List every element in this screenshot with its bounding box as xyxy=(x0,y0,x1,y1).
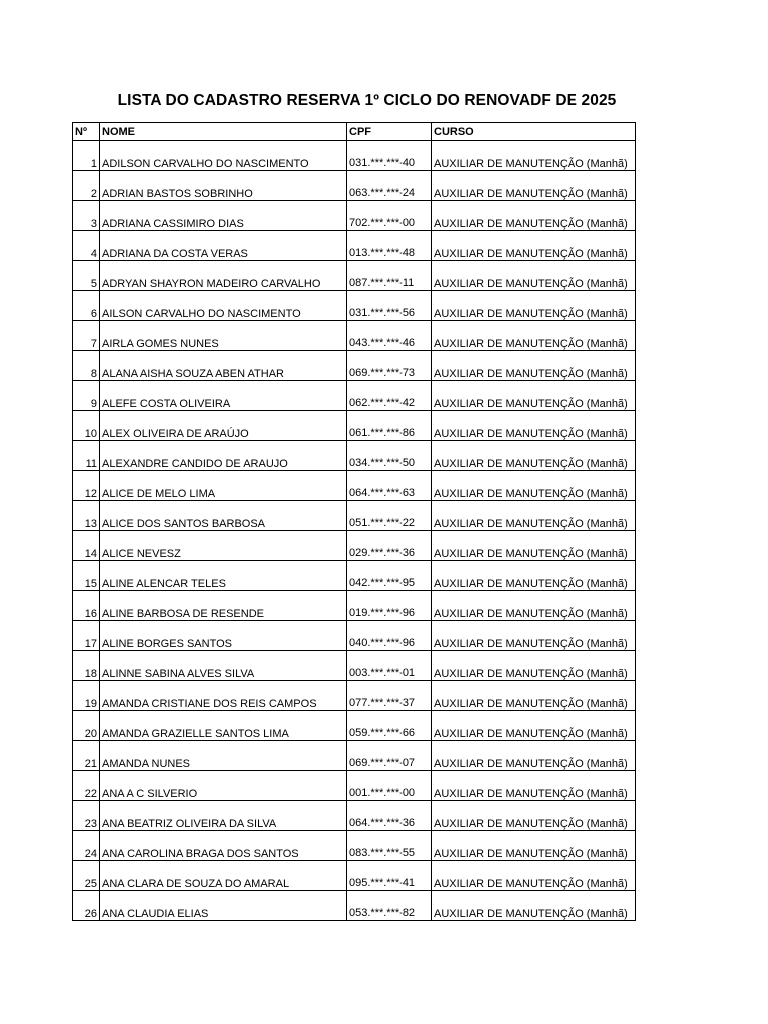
row-name: ANA CLAUDIA ELIAS xyxy=(100,891,347,921)
row-course: AUXILIAR DE MANUTENÇÃO (Manhã) xyxy=(432,351,636,381)
row-cpf: 087.***.***-11 xyxy=(347,261,432,291)
row-name: AIRLA GOMES NUNES xyxy=(100,321,347,351)
row-name: ALEX OLIVEIRA DE ARAÚJO xyxy=(100,411,347,441)
row-course: AUXILIAR DE MANUTENÇÃO (Manhã) xyxy=(432,171,636,201)
table-row xyxy=(73,411,636,441)
row-name: ALINNE SABINA ALVES SILVA xyxy=(100,651,347,681)
table-row xyxy=(73,651,636,681)
row-course: AUXILIAR DE MANUTENÇÃO (Manhã) xyxy=(432,411,636,441)
row-number: 1 xyxy=(73,141,100,171)
row-cpf: 064.***.***-36 xyxy=(347,801,432,831)
table-row xyxy=(73,741,636,771)
row-cpf: 064.***.***-63 xyxy=(347,471,432,501)
table-row xyxy=(73,141,636,171)
row-number: 4 xyxy=(73,231,100,261)
row-course: AUXILIAR DE MANUTENÇÃO (Manhã) xyxy=(432,591,636,621)
row-cpf: 063.***.***-24 xyxy=(347,171,432,201)
row-cpf: 013.***.***-48 xyxy=(347,231,432,261)
row-number: 21 xyxy=(73,741,100,771)
row-cpf: 003.***.***-01 xyxy=(347,651,432,681)
column-header-number: Nº xyxy=(73,123,100,141)
row-number: 11 xyxy=(73,441,100,471)
row-course: AUXILIAR DE MANUTENÇÃO (Manhã) xyxy=(432,531,636,561)
table-row xyxy=(73,591,636,621)
row-cpf: 053.***.***-82 xyxy=(347,891,432,921)
table-row xyxy=(73,321,636,351)
column-header-name: NOME xyxy=(100,123,347,141)
page-title: LISTA DO CADASTRO RESERVA 1º CICLO DO RENOVADF DE 2025 xyxy=(117,92,617,109)
row-number: 12 xyxy=(73,471,100,501)
row-cpf: 051.***.***-22 xyxy=(347,501,432,531)
row-number: 3 xyxy=(73,201,100,231)
row-cpf: 019.***.***-96 xyxy=(347,591,432,621)
row-name: ALEXANDRE CANDIDO DE ARAUJO xyxy=(100,441,347,471)
table-row xyxy=(73,381,636,411)
table-row xyxy=(73,681,636,711)
row-course: AUXILIAR DE MANUTENÇÃO (Manhã) xyxy=(432,771,636,801)
table-row xyxy=(73,261,636,291)
row-number: 13 xyxy=(73,501,100,531)
row-cpf: 042.***.***-95 xyxy=(347,561,432,591)
row-course: AUXILIAR DE MANUTENÇÃO (Manhã) xyxy=(432,261,636,291)
table-row xyxy=(73,171,636,201)
row-cpf: 062.***.***-42 xyxy=(347,381,432,411)
row-number: 17 xyxy=(73,621,100,651)
row-cpf: 083.***.***-55 xyxy=(347,831,432,861)
row-cpf: 040.***.***-96 xyxy=(347,621,432,651)
row-cpf: 029.***.***-36 xyxy=(347,531,432,561)
row-name: ADRIANA CASSIMIRO DIAS xyxy=(100,201,347,231)
table-row xyxy=(73,861,636,891)
table-row xyxy=(73,441,636,471)
row-number: 24 xyxy=(73,831,100,861)
row-cpf: 069.***.***-07 xyxy=(347,741,432,771)
row-name: ANA BEATRIZ OLIVEIRA DA SILVA xyxy=(100,801,347,831)
row-course: AUXILIAR DE MANUTENÇÃO (Manhã) xyxy=(432,471,636,501)
row-cpf: 031.***.***-56 xyxy=(347,291,432,321)
row-cpf: 031.***.***-40 xyxy=(347,141,432,171)
column-header-cpf: CPF xyxy=(347,123,432,141)
row-cpf: 043.***.***-46 xyxy=(347,321,432,351)
row-number: 26 xyxy=(73,891,100,921)
table-row xyxy=(73,621,636,651)
row-course: AUXILIAR DE MANUTENÇÃO (Manhã) xyxy=(432,501,636,531)
row-name: ANA A C SILVERIO xyxy=(100,771,347,801)
row-cpf: 034.***.***-50 xyxy=(347,441,432,471)
row-number: 7 xyxy=(73,321,100,351)
row-course: AUXILIAR DE MANUTENÇÃO (Manhã) xyxy=(432,681,636,711)
row-course: AUXILIAR DE MANUTENÇÃO (Manhã) xyxy=(432,831,636,861)
row-number: 22 xyxy=(73,771,100,801)
row-course: AUXILIAR DE MANUTENÇÃO (Manhã) xyxy=(432,711,636,741)
table-body xyxy=(73,141,636,921)
row-number: 9 xyxy=(73,381,100,411)
table-row xyxy=(73,891,636,921)
row-course: AUXILIAR DE MANUTENÇÃO (Manhã) xyxy=(432,201,636,231)
row-name: ALICE NEVESZ xyxy=(100,531,347,561)
header-row xyxy=(73,123,636,141)
table-row xyxy=(73,471,636,501)
row-name: ALINE ALENCAR TELES xyxy=(100,561,347,591)
row-number: 2 xyxy=(73,171,100,201)
row-course: AUXILIAR DE MANUTENÇÃO (Manhã) xyxy=(432,291,636,321)
row-number: 19 xyxy=(73,681,100,711)
row-number: 8 xyxy=(73,351,100,381)
row-course: AUXILIAR DE MANUTENÇÃO (Manhã) xyxy=(432,321,636,351)
table-row xyxy=(73,771,636,801)
row-cpf: 059.***.***-66 xyxy=(347,711,432,741)
row-course: AUXILIAR DE MANUTENÇÃO (Manhã) xyxy=(432,441,636,471)
column-header-course: CURSO xyxy=(432,123,636,141)
row-name: ANA CAROLINA BRAGA DOS SANTOS xyxy=(100,831,347,861)
table-row xyxy=(73,531,636,561)
row-cpf: 702.***.***-00 xyxy=(347,201,432,231)
row-course: AUXILIAR DE MANUTENÇÃO (Manhã) xyxy=(432,141,636,171)
row-number: 5 xyxy=(73,261,100,291)
row-number: 15 xyxy=(73,561,100,591)
row-name: ADILSON CARVALHO DO NASCIMENTO xyxy=(100,141,347,171)
row-name: ADRIAN BASTOS SOBRINHO xyxy=(100,171,347,201)
row-course: AUXILIAR DE MANUTENÇÃO (Manhã) xyxy=(432,861,636,891)
row-name: AILSON CARVALHO DO NASCIMENTO xyxy=(100,291,347,321)
table-row xyxy=(73,831,636,861)
row-cpf: 061.***.***-86 xyxy=(347,411,432,441)
row-number: 23 xyxy=(73,801,100,831)
row-cpf: 095.***.***-41 xyxy=(347,861,432,891)
row-name: AMANDA GRAZIELLE SANTOS LIMA xyxy=(100,711,347,741)
row-name: ALANA AISHA SOUZA ABEN ATHAR xyxy=(100,351,347,381)
row-name: ANA CLARA DE SOUZA DO AMARAL xyxy=(100,861,347,891)
row-name: ALICE DOS SANTOS BARBOSA xyxy=(100,501,347,531)
table-row xyxy=(73,231,636,261)
row-name: ADRYAN SHAYRON MADEIRO CARVALHO xyxy=(100,261,347,291)
table-row xyxy=(73,351,636,381)
row-name: ALINE BORGES SANTOS xyxy=(100,621,347,651)
row-cpf: 001.***.***-00 xyxy=(347,771,432,801)
row-cpf: 077.***.***-37 xyxy=(347,681,432,711)
table-row xyxy=(73,291,636,321)
row-name: ALICE DE MELO LIMA xyxy=(100,471,347,501)
table-row xyxy=(73,201,636,231)
row-cpf: 069.***.***-73 xyxy=(347,351,432,381)
row-name: ALINE BARBOSA DE RESENDE xyxy=(100,591,347,621)
row-course: AUXILIAR DE MANUTENÇÃO (Manhã) xyxy=(432,651,636,681)
row-number: 25 xyxy=(73,861,100,891)
table-row xyxy=(73,801,636,831)
row-name: AMANDA NUNES xyxy=(100,741,347,771)
table-row xyxy=(73,561,636,591)
row-number: 16 xyxy=(73,591,100,621)
row-course: AUXILIAR DE MANUTENÇÃO (Manhã) xyxy=(432,741,636,771)
row-course: AUXILIAR DE MANUTENÇÃO (Manhã) xyxy=(432,381,636,411)
table-row xyxy=(73,501,636,531)
table-header xyxy=(73,123,636,141)
row-name: ADRIANA DA COSTA VERAS xyxy=(100,231,347,261)
row-course: AUXILIAR DE MANUTENÇÃO (Manhã) xyxy=(432,561,636,591)
table-row xyxy=(73,711,636,741)
row-number: 10 xyxy=(73,411,100,441)
row-course: AUXILIAR DE MANUTENÇÃO (Manhã) xyxy=(432,621,636,651)
row-number: 6 xyxy=(73,291,100,321)
row-number: 14 xyxy=(73,531,100,561)
row-course: AUXILIAR DE MANUTENÇÃO (Manhã) xyxy=(432,801,636,831)
reserve-list-table xyxy=(72,122,636,921)
row-name: AMANDA CRISTIANE DOS REIS CAMPOS xyxy=(100,681,347,711)
row-course: AUXILIAR DE MANUTENÇÃO (Manhã) xyxy=(432,891,636,921)
row-course: AUXILIAR DE MANUTENÇÃO (Manhã) xyxy=(432,231,636,261)
row-name: ALEFE COSTA OLIVEIRA xyxy=(100,381,347,411)
row-number: 18 xyxy=(73,651,100,681)
row-number: 20 xyxy=(73,711,100,741)
